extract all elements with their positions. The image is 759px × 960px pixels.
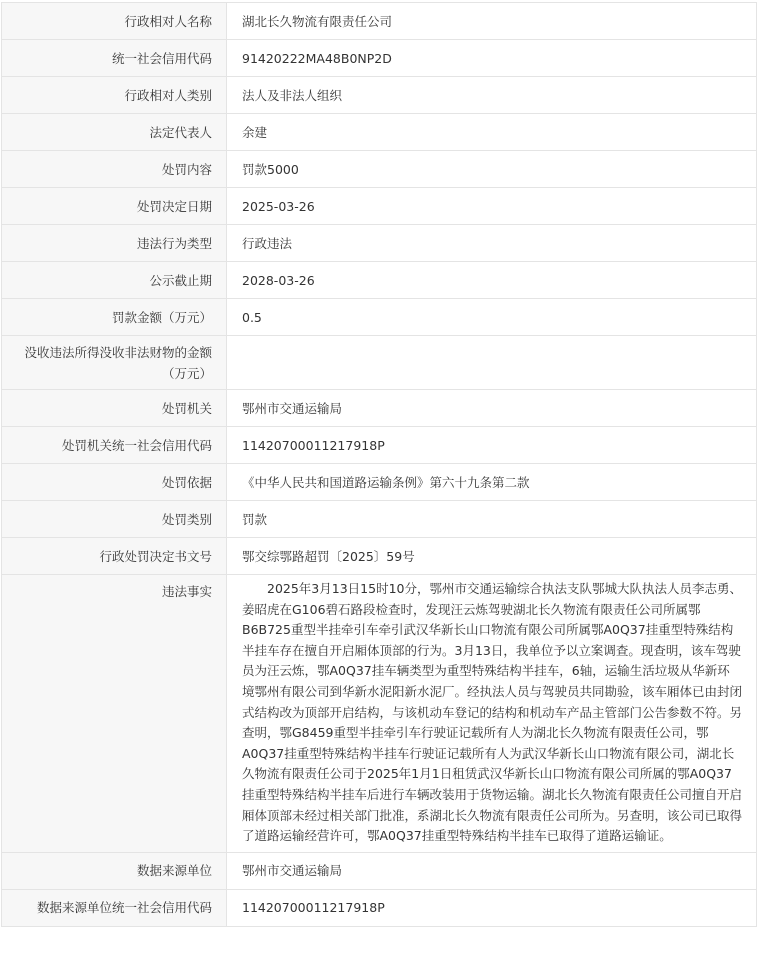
label-penalty-content: 处罚内容: [2, 151, 227, 188]
value-admin-party-name: 湖北长久物流有限责任公司: [227, 3, 757, 40]
label-violation-type: 违法行为类型: [2, 225, 227, 262]
value-legal-rep: 余建: [227, 114, 757, 151]
row-admin-party-name: [2, 3, 757, 40]
label-decision-doc-no: 行政处罚决定书文号: [2, 538, 227, 575]
row-penalty-content: [2, 151, 757, 188]
label-illegal-facts: 违法事实: [2, 575, 227, 853]
row-party-category: [2, 77, 757, 114]
value-penalty-authority: 鄂州市交通运输局: [227, 390, 757, 427]
value-data-source-credit-code: 11420700011217918P: [227, 889, 757, 926]
row-data-source-unit: [2, 852, 757, 889]
row-legal-rep: [2, 114, 757, 151]
label-penalty-basis: 处罚依据: [2, 464, 227, 501]
value-penalty-content: 罚款5000: [227, 151, 757, 188]
label-credit-code: 统一社会信用代码: [2, 40, 227, 77]
value-penalty-basis: 《中华人民共和国道路运输条例》第六十九条第二款: [227, 464, 757, 501]
label-authority-credit-code: 处罚机关统一社会信用代码: [2, 427, 227, 464]
value-confiscation-amount: [227, 336, 757, 390]
row-illegal-facts: [2, 575, 757, 853]
label-data-source-credit-code: 数据来源单位统一社会信用代码: [2, 889, 227, 926]
row-penalty-authority: [2, 390, 757, 427]
row-data-source-credit-code: [2, 889, 757, 926]
value-illegal-facts: 2025年3月13日15时10分，鄂州市交通运输综合执法支队鄂城大队执法人员李志勇、姜昭虎在G106碧石路段检查时，发现汪云炼驾驶湖北长久物流有限责任公司所属鄂B6B725重型半挂牵引车牵引武汉华新长山口物流有限公司所属鄂A0Q37挂重型特殊结构半挂车存在擅自开启厢体顶部的行为。3月13日，我单位予以立案调查。现查明，该车驾驶员为汪云炼，鄂A0Q37挂车辆类型为重型特殊结构半挂车，6轴，运输生活垃圾从华新环境鄂州有限公司到华新水泥阳新水泥厂。经执法人员与驾驶员共同勘验，该车厢体已由封闭式结构改为顶部开启结构，与该机动车登记的结构和机动车产品主管部门公告参数不符。另查明，鄂G8459重型半挂牵引车行驶证记载所有人为湖北长久物流有限责任公司，鄂A0Q37挂重型特殊结构半挂车行驶证记载所有人为武汉华新长山口物流有限公司，湖北长久物流有限责任公司于2025年1月1日租赁武汉华新长山口物流有限公司所属的鄂A0Q37挂重型特殊结构半挂车后进行车辆改装用于货物运输。湖北长久物流有限责任公司擅自开启厢体顶部未经过相关部门批准，系湖北长久物流有限责任公司所为。另查明，该公司已取得了道路运输经营许可，鄂A0Q37挂重型特殊结构半挂车已取得了道路运输证。: [227, 575, 757, 853]
value-authority-credit-code: 11420700011217918P: [227, 427, 757, 464]
row-confiscation-amount: [2, 336, 757, 390]
value-data-source-unit: 鄂州市交通运输局: [227, 852, 757, 889]
row-credit-code: [2, 40, 757, 77]
label-decision-date: 处罚决定日期: [2, 188, 227, 225]
value-credit-code: 91420222MA48B0NP2D: [227, 40, 757, 77]
row-decision-doc-no: [2, 538, 757, 575]
value-decision-doc-no: 鄂交综鄂路超罚〔2025〕59号: [227, 538, 757, 575]
label-publicity-deadline: 公示截止期: [2, 262, 227, 299]
row-fine-amount: [2, 299, 757, 336]
value-violation-type: 行政违法: [227, 225, 757, 262]
row-authority-credit-code: [2, 427, 757, 464]
label-legal-rep: 法定代表人: [2, 114, 227, 151]
value-party-category: 法人及非法人组织: [227, 77, 757, 114]
row-penalty-basis: [2, 464, 757, 501]
label-admin-party-name: 行政相对人名称: [2, 3, 227, 40]
label-penalty-authority: 处罚机关: [2, 390, 227, 427]
label-penalty-category: 处罚类别: [2, 501, 227, 538]
label-fine-amount: 罚款金额（万元）: [2, 299, 227, 336]
label-party-category: 行政相对人类别: [2, 77, 227, 114]
value-penalty-category: 罚款: [227, 501, 757, 538]
value-publicity-deadline: 2028-03-26: [227, 262, 757, 299]
row-publicity-deadline: [2, 262, 757, 299]
label-confiscation-amount: 没收违法所得没收非法财物的金额（万元）: [2, 336, 227, 390]
label-data-source-unit: 数据来源单位: [2, 852, 227, 889]
row-decision-date: [2, 188, 757, 225]
value-fine-amount: 0.5: [227, 299, 757, 336]
value-decision-date: 2025-03-26: [227, 188, 757, 225]
penalty-info-table: [1, 2, 757, 927]
row-violation-type: [2, 225, 757, 262]
row-penalty-category: [2, 501, 757, 538]
